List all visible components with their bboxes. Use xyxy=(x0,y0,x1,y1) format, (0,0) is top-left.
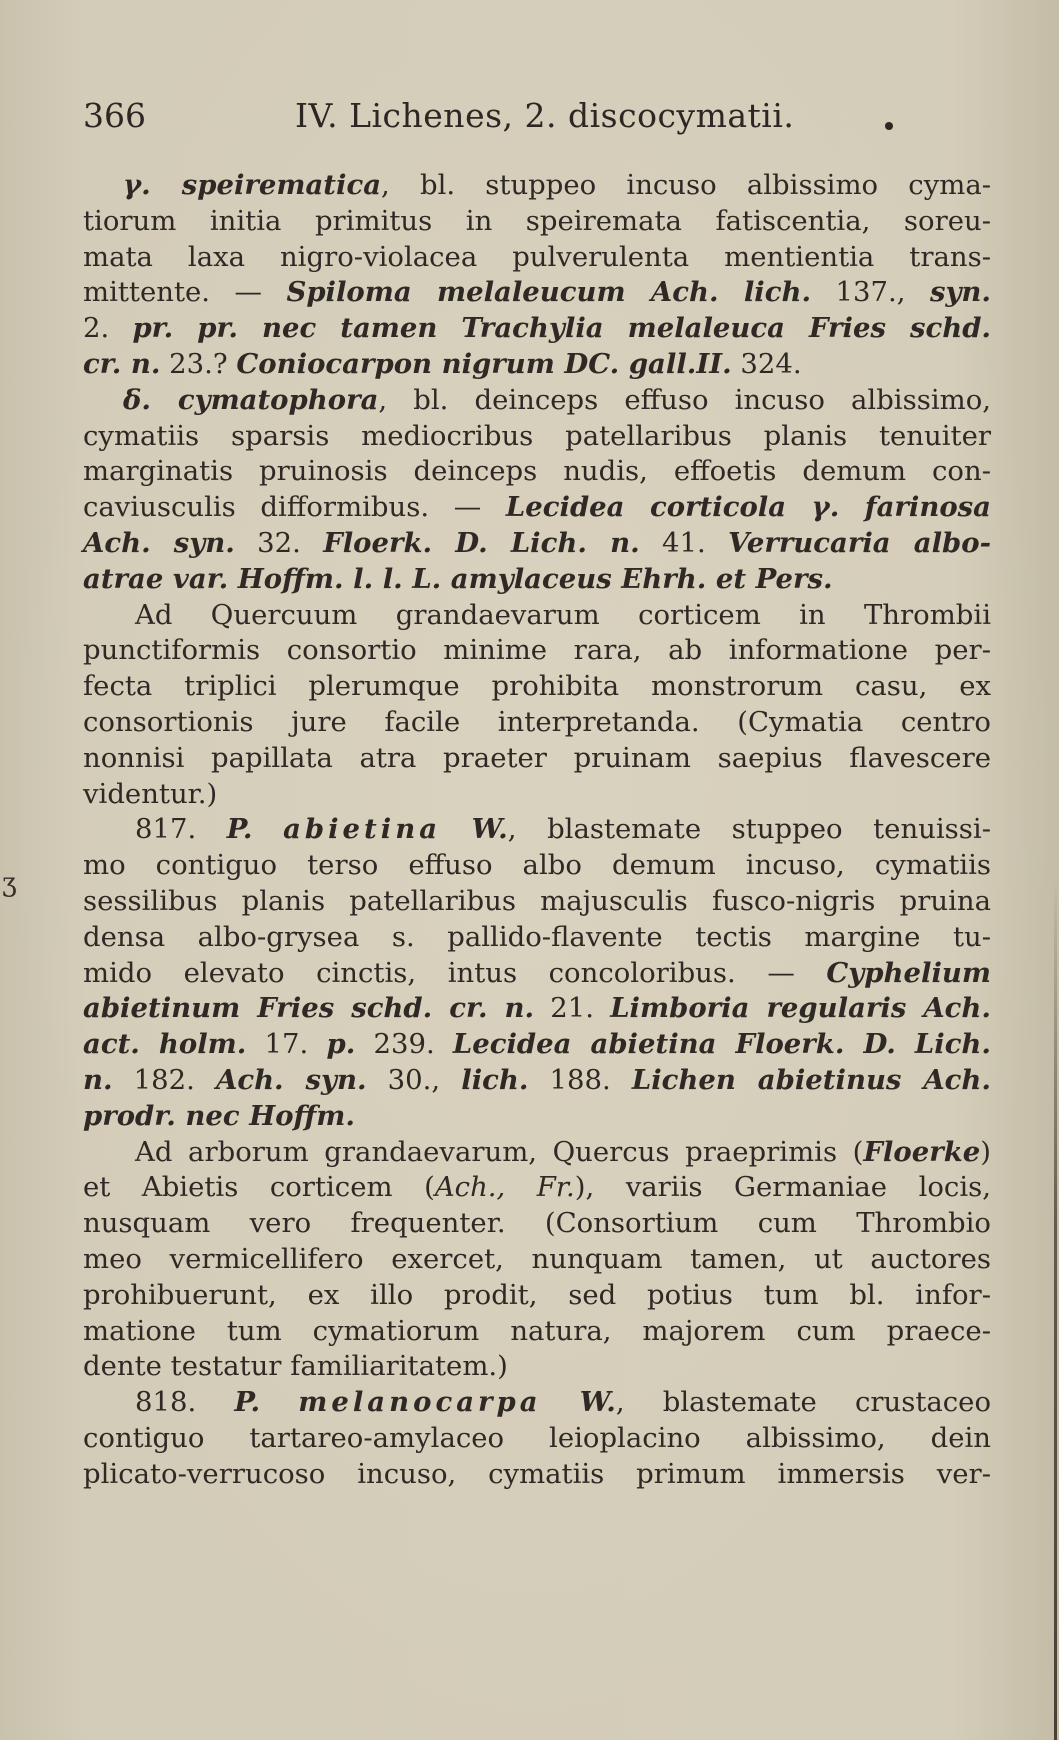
text-run: , blastemate stuppeo tenuissi- xyxy=(507,813,991,846)
italic-run: p. xyxy=(326,1028,356,1061)
italic-run: syn. xyxy=(929,276,991,309)
text-run: tiorum initia primitus in speiremata fatiscentia, soreu- xyxy=(83,204,991,237)
text-run: contiguo tartareo-amylaceo leioplacino albissimo, dein xyxy=(83,1421,991,1454)
text-line xyxy=(83,168,991,204)
text-line xyxy=(83,956,991,992)
text-run: nonnisi papillata atra praeter pruinam saepius flavescere xyxy=(83,741,991,774)
italic-run: pr. pr. nec tamen Trachylia melaleuca Fries schd. xyxy=(132,312,991,345)
text-line xyxy=(83,204,991,240)
text-line xyxy=(83,419,991,455)
text-run: 21. xyxy=(534,992,611,1025)
text-run: sessilibus planis patellaribus majusculis fusco-nigris pruina xyxy=(83,884,991,917)
text-run: 239. xyxy=(355,1028,453,1061)
italic-run: W. xyxy=(471,813,508,846)
italic-run: n. xyxy=(83,1063,113,1096)
text-run: et Abietis corticem ( xyxy=(83,1171,435,1204)
text-line xyxy=(83,1314,991,1350)
text-run xyxy=(253,813,284,845)
italic-run: prodr. nec Hoffm. xyxy=(83,1099,355,1132)
italic-run: abietina xyxy=(283,813,442,846)
italic-run: Spiloma melaleucum Ach. lich. xyxy=(286,276,812,309)
text-line xyxy=(83,812,991,848)
text-line xyxy=(83,1385,991,1421)
text-run: marginatis pruinosis deinceps nudis, effoetis demum con- xyxy=(83,455,991,488)
italic-run: W. xyxy=(579,1386,616,1419)
text-line xyxy=(83,884,991,920)
page-number: 366 xyxy=(83,96,146,135)
text-line xyxy=(83,1278,991,1314)
text-run: prohibuerunt, ex illo prodit, sed potius tum bl. infor- xyxy=(83,1278,991,1311)
text-line xyxy=(83,383,991,419)
text-line xyxy=(83,562,991,598)
text-run: cymatiis sparsis mediocribus patellaribus planis tenuiter xyxy=(83,419,991,452)
text-run: dente testatur familiaritatem.) xyxy=(83,1350,508,1383)
italic-run: Limboria regularis Ach. xyxy=(610,992,991,1025)
text-run: 818. xyxy=(135,1386,235,1419)
text-run: densa albo-grysea s. pallido-flavente tectis margine tu- xyxy=(83,920,991,953)
text-run xyxy=(441,813,472,845)
text-line xyxy=(83,848,991,884)
text-line xyxy=(83,920,991,956)
text-run: Ad Quercuum grandaevarum corticem in Thrombii xyxy=(135,598,991,631)
text-line xyxy=(83,991,991,1027)
running-title: IV. Lichenes, 2. discocymatii. xyxy=(295,96,795,135)
italic-run: δ. cymatophora xyxy=(123,383,379,416)
italic-run: Lecidea corticola γ. farinosa xyxy=(505,491,991,524)
text-line xyxy=(83,1242,991,1278)
text-line xyxy=(83,1099,991,1135)
text-run: ) xyxy=(980,1135,991,1168)
text-run: fecta triplici plerumque prohibita monstrorum casu, ex xyxy=(83,670,991,703)
italic-run: Coniocarpon nigrum DC. gall.II. xyxy=(236,347,732,380)
text-run: 817. xyxy=(135,813,227,846)
page-header xyxy=(83,96,903,144)
text-run: 137., xyxy=(811,276,930,309)
text-line xyxy=(83,1421,991,1457)
text-run: 32. xyxy=(234,526,324,559)
text-line xyxy=(83,741,991,777)
italic-run: Floerk. D. Lich. n. xyxy=(323,526,640,559)
italic-run: Floerke xyxy=(863,1135,981,1168)
text-line xyxy=(83,240,991,276)
text-run: 324. xyxy=(731,347,802,380)
text-run: 17. xyxy=(246,1028,327,1061)
text-line xyxy=(83,1457,991,1493)
italic-run: abietinum Fries schd. cr. n. xyxy=(83,992,535,1025)
text-line xyxy=(83,311,991,347)
text-line xyxy=(83,454,991,490)
text-line xyxy=(83,1170,991,1206)
text-run xyxy=(542,1386,580,1418)
text-run: punctiformis consortio minime rara, ab informatione per- xyxy=(83,634,991,667)
italic-run: Ach., Fr. xyxy=(434,1171,575,1204)
page-edge-shadow xyxy=(1054,880,1057,1740)
italic-run: Lecidea abietina Floerk. D. Lich. xyxy=(452,1028,992,1061)
text-line xyxy=(83,1063,991,1099)
text-run: Ad arborum grandaevarum, Quercus praeprimis ( xyxy=(135,1135,864,1168)
text-line xyxy=(83,1206,991,1242)
text-line xyxy=(83,275,991,311)
italic-run: melanocarpa xyxy=(298,1386,542,1419)
text-line xyxy=(83,705,991,741)
italic-run: P. xyxy=(226,813,253,846)
text-run: plicato-verrucoso incuso, cymatiis primum immersis ver- xyxy=(83,1457,991,1490)
italic-run: γ. speirematica xyxy=(123,169,382,201)
text-run: 30., xyxy=(366,1063,462,1096)
text-line xyxy=(83,777,991,813)
page-body-text xyxy=(83,168,993,1492)
text-run: , bl. deinceps effuso incuso albissimo, xyxy=(378,383,991,416)
text-run: meo vermicellifero exercet, nunquam tamen, ut auctores xyxy=(83,1242,991,1275)
italic-run: Ach. syn. xyxy=(215,1063,367,1096)
text-run: , bl. stuppeo incuso albissimo cyma- xyxy=(381,169,992,201)
text-run: matione tum cymatiorum natura, majorem cum praece- xyxy=(83,1314,991,1347)
text-line xyxy=(83,669,991,705)
italic-run: cr. n. xyxy=(83,347,161,380)
text-run: 2. xyxy=(83,312,133,345)
text-run: ), variis Germaniae locis, xyxy=(574,1171,991,1204)
italic-run: Ach. syn. xyxy=(83,526,235,559)
text-run: consortionis jure facile interpretanda. (Cymatia centro xyxy=(83,705,991,738)
text-line xyxy=(83,1027,991,1063)
italic-run: P. xyxy=(234,1386,261,1419)
ink-dot xyxy=(885,122,893,130)
italic-run: lich. xyxy=(461,1063,529,1096)
text-line xyxy=(83,1135,991,1171)
text-run: 188. xyxy=(528,1063,632,1096)
text-run: mata laxa nigro-violacea pulverulenta mentientia trans- xyxy=(83,240,991,273)
text-run: mido elevato cinctis, intus concoloribus. — xyxy=(83,956,827,989)
text-run: 41. xyxy=(639,526,729,559)
text-line xyxy=(83,490,991,526)
text-line xyxy=(83,633,991,669)
text-line xyxy=(83,1349,991,1385)
text-run: caviusculis difformibus. — xyxy=(83,491,506,524)
text-line xyxy=(83,526,991,562)
text-run: 23.? xyxy=(160,347,237,380)
text-run: mo contiguo terso effuso albo demum incuso, cymatiis xyxy=(83,849,991,882)
italic-run: atrae var. Hoffm. l. l. L. amylaceus Ehrh. et Pers. xyxy=(83,562,833,595)
text-run: videntur.) xyxy=(83,777,218,810)
text-run: nusquam vero frequenter. (Consortium cum Thrombio xyxy=(83,1207,991,1240)
text-run xyxy=(260,1386,298,1418)
italic-run: Cyphelium xyxy=(826,956,991,989)
text-run: 182. xyxy=(112,1063,216,1096)
text-line xyxy=(83,598,991,634)
italic-run: Verrucaria albo- xyxy=(728,526,992,559)
margin-mark: ʒ xyxy=(2,868,17,898)
text-run: mittente. — xyxy=(83,276,287,309)
text-run: , blastemate crustaceo xyxy=(615,1386,992,1419)
italic-run: act. holm. xyxy=(83,1028,247,1061)
italic-run: Lichen abietinus Ach. xyxy=(631,1063,991,1096)
text-line xyxy=(83,347,991,383)
